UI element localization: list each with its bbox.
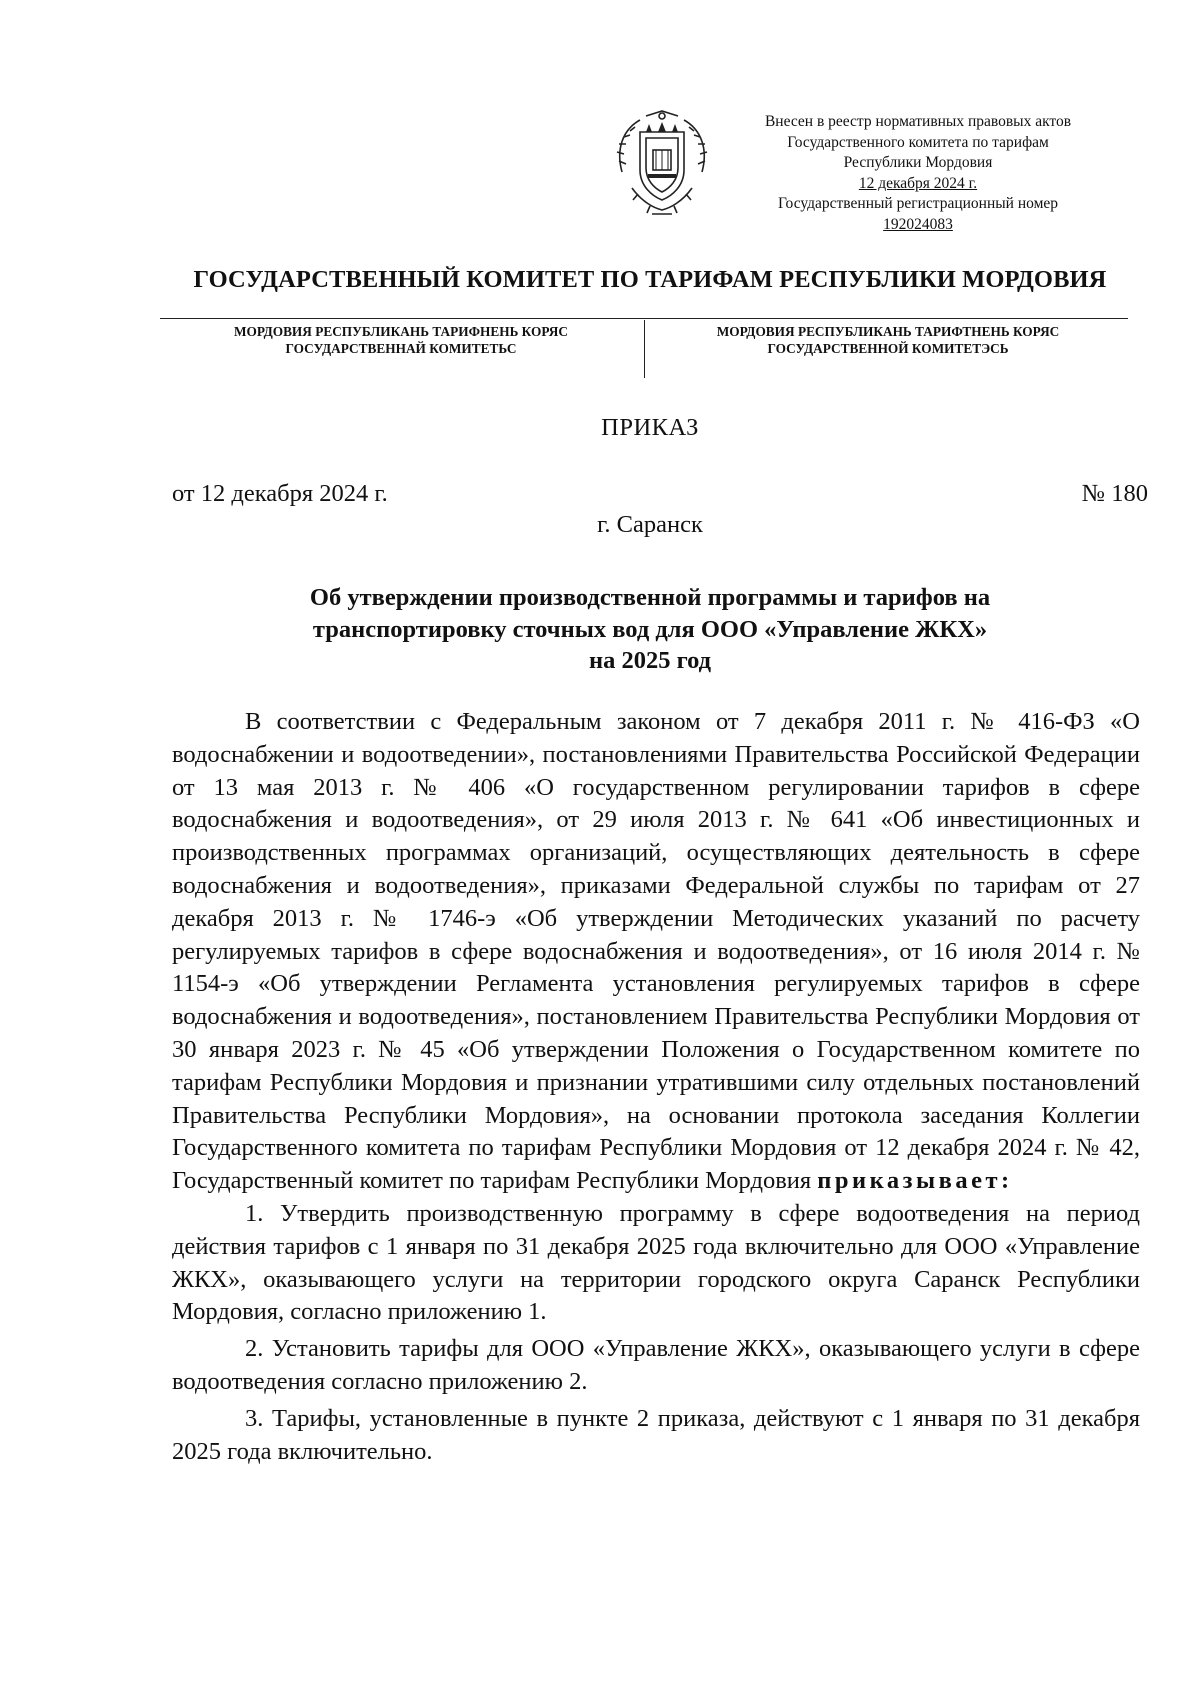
header-right-line: МОРДОВИЯ РЕСПУБЛИКАНЬ ТАРИФТНЕНЬ КОРЯС bbox=[716, 324, 1060, 339]
coat-of-arms-emblem bbox=[612, 110, 712, 218]
header-right-line: ГОСУДАРСТВЕННОЙ КОМИТЕТЭСЬ bbox=[767, 341, 1009, 356]
order-date: от 12 декабря 2024 г. bbox=[172, 480, 388, 507]
order-city: г. Саранск bbox=[597, 511, 703, 538]
registry-number: 192024083 bbox=[883, 215, 953, 233]
orders-word: приказывает: bbox=[817, 1167, 1013, 1195]
order-title bbox=[160, 582, 1140, 677]
header-right-column bbox=[648, 323, 1128, 357]
preamble-text: В соответствии с Федеральным законом от 7 декабря 2011 г. № 416-ФЗ «О водоснабжении и водоотведении», постановлениями Правительства Российской Федерации от 13 мая 2013 г. № 406 «О государственном регулировании тарифов в сфере водоснабжения и водоотведения», от 29 июля 2013 г. № 641 «Об инвестиционных и производственных программах организаций, осуществляющих деятельность в сфере водоснабжения и водоотведения», приказами Федеральной службы по тарифам от 27 декабря 2013 г. № 1746-э «Об утверждении Методических указаний по расчету регулируемых тарифов в сфере водоснабжения и водоотведения», от 16 июля 2014 г. № 1154-э «Об утверждении Регламента установления регулируемых тарифов в сфере водоснабжения и водоотведения», постановлением Правительства Республики Мордовия от 30 января 2023 г. № 45 «Об утверждении Положения о Государственном комитете по тарифам Республики Мордовия и признании утратившими силу отдельных постановлений Правительства Республики Мордовия», на основании протокола заседания Коллегии Государственного комитета по тарифам Республики Мордовия от 12 декабря 2024 г. № 42, Государственный комитет по тарифам Республики Мордовия bbox=[172, 708, 1140, 1195]
preamble-paragraph bbox=[172, 706, 1140, 1198]
order-title-line: Об утверждении производственной программы и тарифов на bbox=[309, 584, 991, 611]
order-title-line: на 2025 год bbox=[588, 647, 712, 674]
order-body bbox=[172, 706, 1140, 1468]
order-item-3: 3. Тарифы, установленные в пункте 2 приказа, действуют с 1 января по 31 декабря 2025 года включительно. bbox=[172, 1404, 1140, 1465]
order-item-1: 1. Утвердить производственную программу в сфере водоотведения на период действия тарифов с 1 января по 31 декабря 2025 года включительно для ООО «Управление ЖКХ», оказывающего услуги на территории городского округа Саранск Республики Мордовия, согласно приложению 1. bbox=[172, 1199, 1140, 1326]
registry-stamp bbox=[720, 112, 1116, 235]
registry-date: 12 декабря 2024 г. bbox=[858, 174, 978, 192]
order-item-2: 2. Установить тарифы для ООО «Управление ЖКХ», оказывающего услуги в сфере водоотведения согласно приложению 2. bbox=[172, 1335, 1140, 1395]
organization-title: ГОСУДАРСТВЕННЫЙ КОМИТЕТ ПО ТАРИФАМ РЕСПУБЛИКИ МОРДОВИЯ bbox=[193, 266, 1107, 293]
header-divider bbox=[160, 318, 1128, 319]
registry-line: Внесен в реестр нормативных правовых актов bbox=[764, 113, 1072, 130]
order-title-line: транспортировку сточных вод для ООО «Управление ЖКХ» bbox=[312, 615, 988, 643]
registry-line: Государственного комитета по тарифам bbox=[787, 133, 1049, 151]
header-left-line: ГОСУДАРСТВЕННАЙ КОМИТЕТЬС bbox=[285, 341, 517, 356]
header-column-divider bbox=[644, 320, 645, 378]
header-left-column bbox=[160, 323, 642, 357]
registry-line: Государственный регистрационный номер bbox=[777, 195, 1059, 212]
header-left-line: МОРДОВИЯ РЕСПУБЛИКАНЬ ТАРИФНЕНЬ КОРЯС bbox=[233, 324, 568, 339]
order-number: № 180 bbox=[1081, 480, 1148, 507]
registry-line: Республики Мордовия bbox=[843, 154, 993, 171]
document-type: ПРИКАЗ bbox=[601, 414, 699, 441]
